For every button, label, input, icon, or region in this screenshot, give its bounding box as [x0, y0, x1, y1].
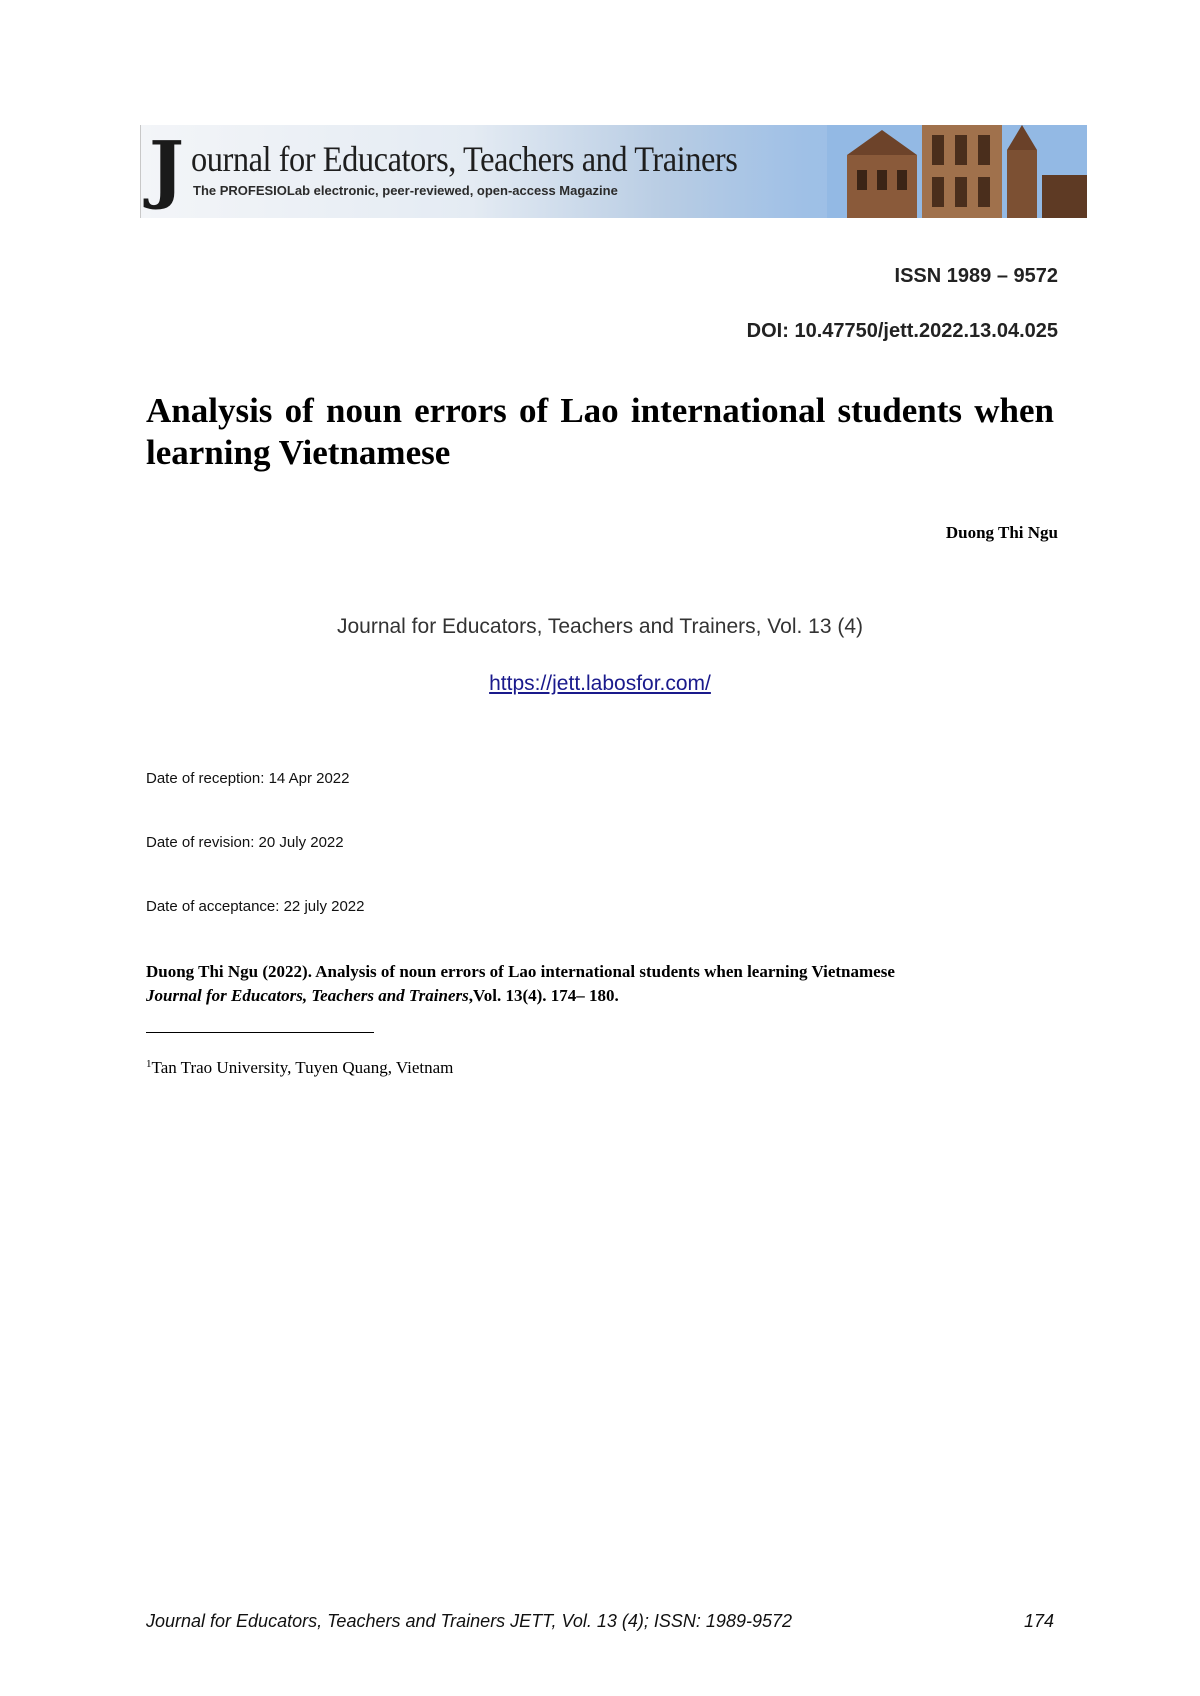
date-of-reception: Date of reception: 14 Apr 2022	[146, 770, 350, 787]
paper-title: Analysis of noun errors of Lao international students when learning Vietnamese	[146, 391, 1054, 472]
journal-banner	[140, 125, 1087, 218]
journal-url-container	[0, 672, 1200, 696]
footer-journal-info: Journal for Educators, Teachers and Trainers JETT, Vol. 13 (4); ISSN: 1989-9572	[146, 1611, 792, 1631]
date-of-revision: Date of revision: 20 July 2022	[146, 834, 344, 851]
banner-title: ournal for Educators, Teachers and Trainers	[191, 139, 738, 179]
doi-label: DOI: 10.47750/jett.2022.13.04.025	[746, 320, 1058, 342]
date-of-acceptance: Date of acceptance: 22 july 2022	[146, 898, 365, 915]
author-name: Duong Thi Ngu	[945, 523, 1058, 542]
footnote-divider	[146, 1032, 374, 1033]
banner-tagline: The PROFESIOLab electronic, peer-reviewed, open-access Magazine	[193, 183, 618, 198]
journal-volume-line: Journal for Educators, Teachers and Trainers, Vol. 13 (4)	[336, 615, 864, 638]
footnote-text: Tan Trao University, Tuyen Quang, Vietnam	[151, 1058, 454, 1077]
page-number: 174	[1023, 1611, 1054, 1631]
citation-journal: Journal for Educators, Teachers and Trainers	[146, 986, 469, 1005]
footnote-marker: 1	[146, 1058, 152, 1070]
citation-block	[146, 960, 1066, 1008]
cathedral-illustration	[827, 125, 1087, 218]
issn-label: ISSN 1989 – 9572	[894, 265, 1058, 287]
citation-volume: ,Vol. 13(4). 174– 180.	[468, 986, 619, 1005]
banner-initial: J	[149, 126, 185, 212]
citation-reference: Duong Thi Ngu (2022). Analysis of noun errors of Lao international students when learning Vietnamese	[146, 962, 895, 981]
affiliation-footnote	[146, 1058, 453, 1078]
page-footer	[146, 1611, 1054, 1632]
journal-url-link[interactable]: https://jett.labosfor.com/	[489, 672, 711, 695]
